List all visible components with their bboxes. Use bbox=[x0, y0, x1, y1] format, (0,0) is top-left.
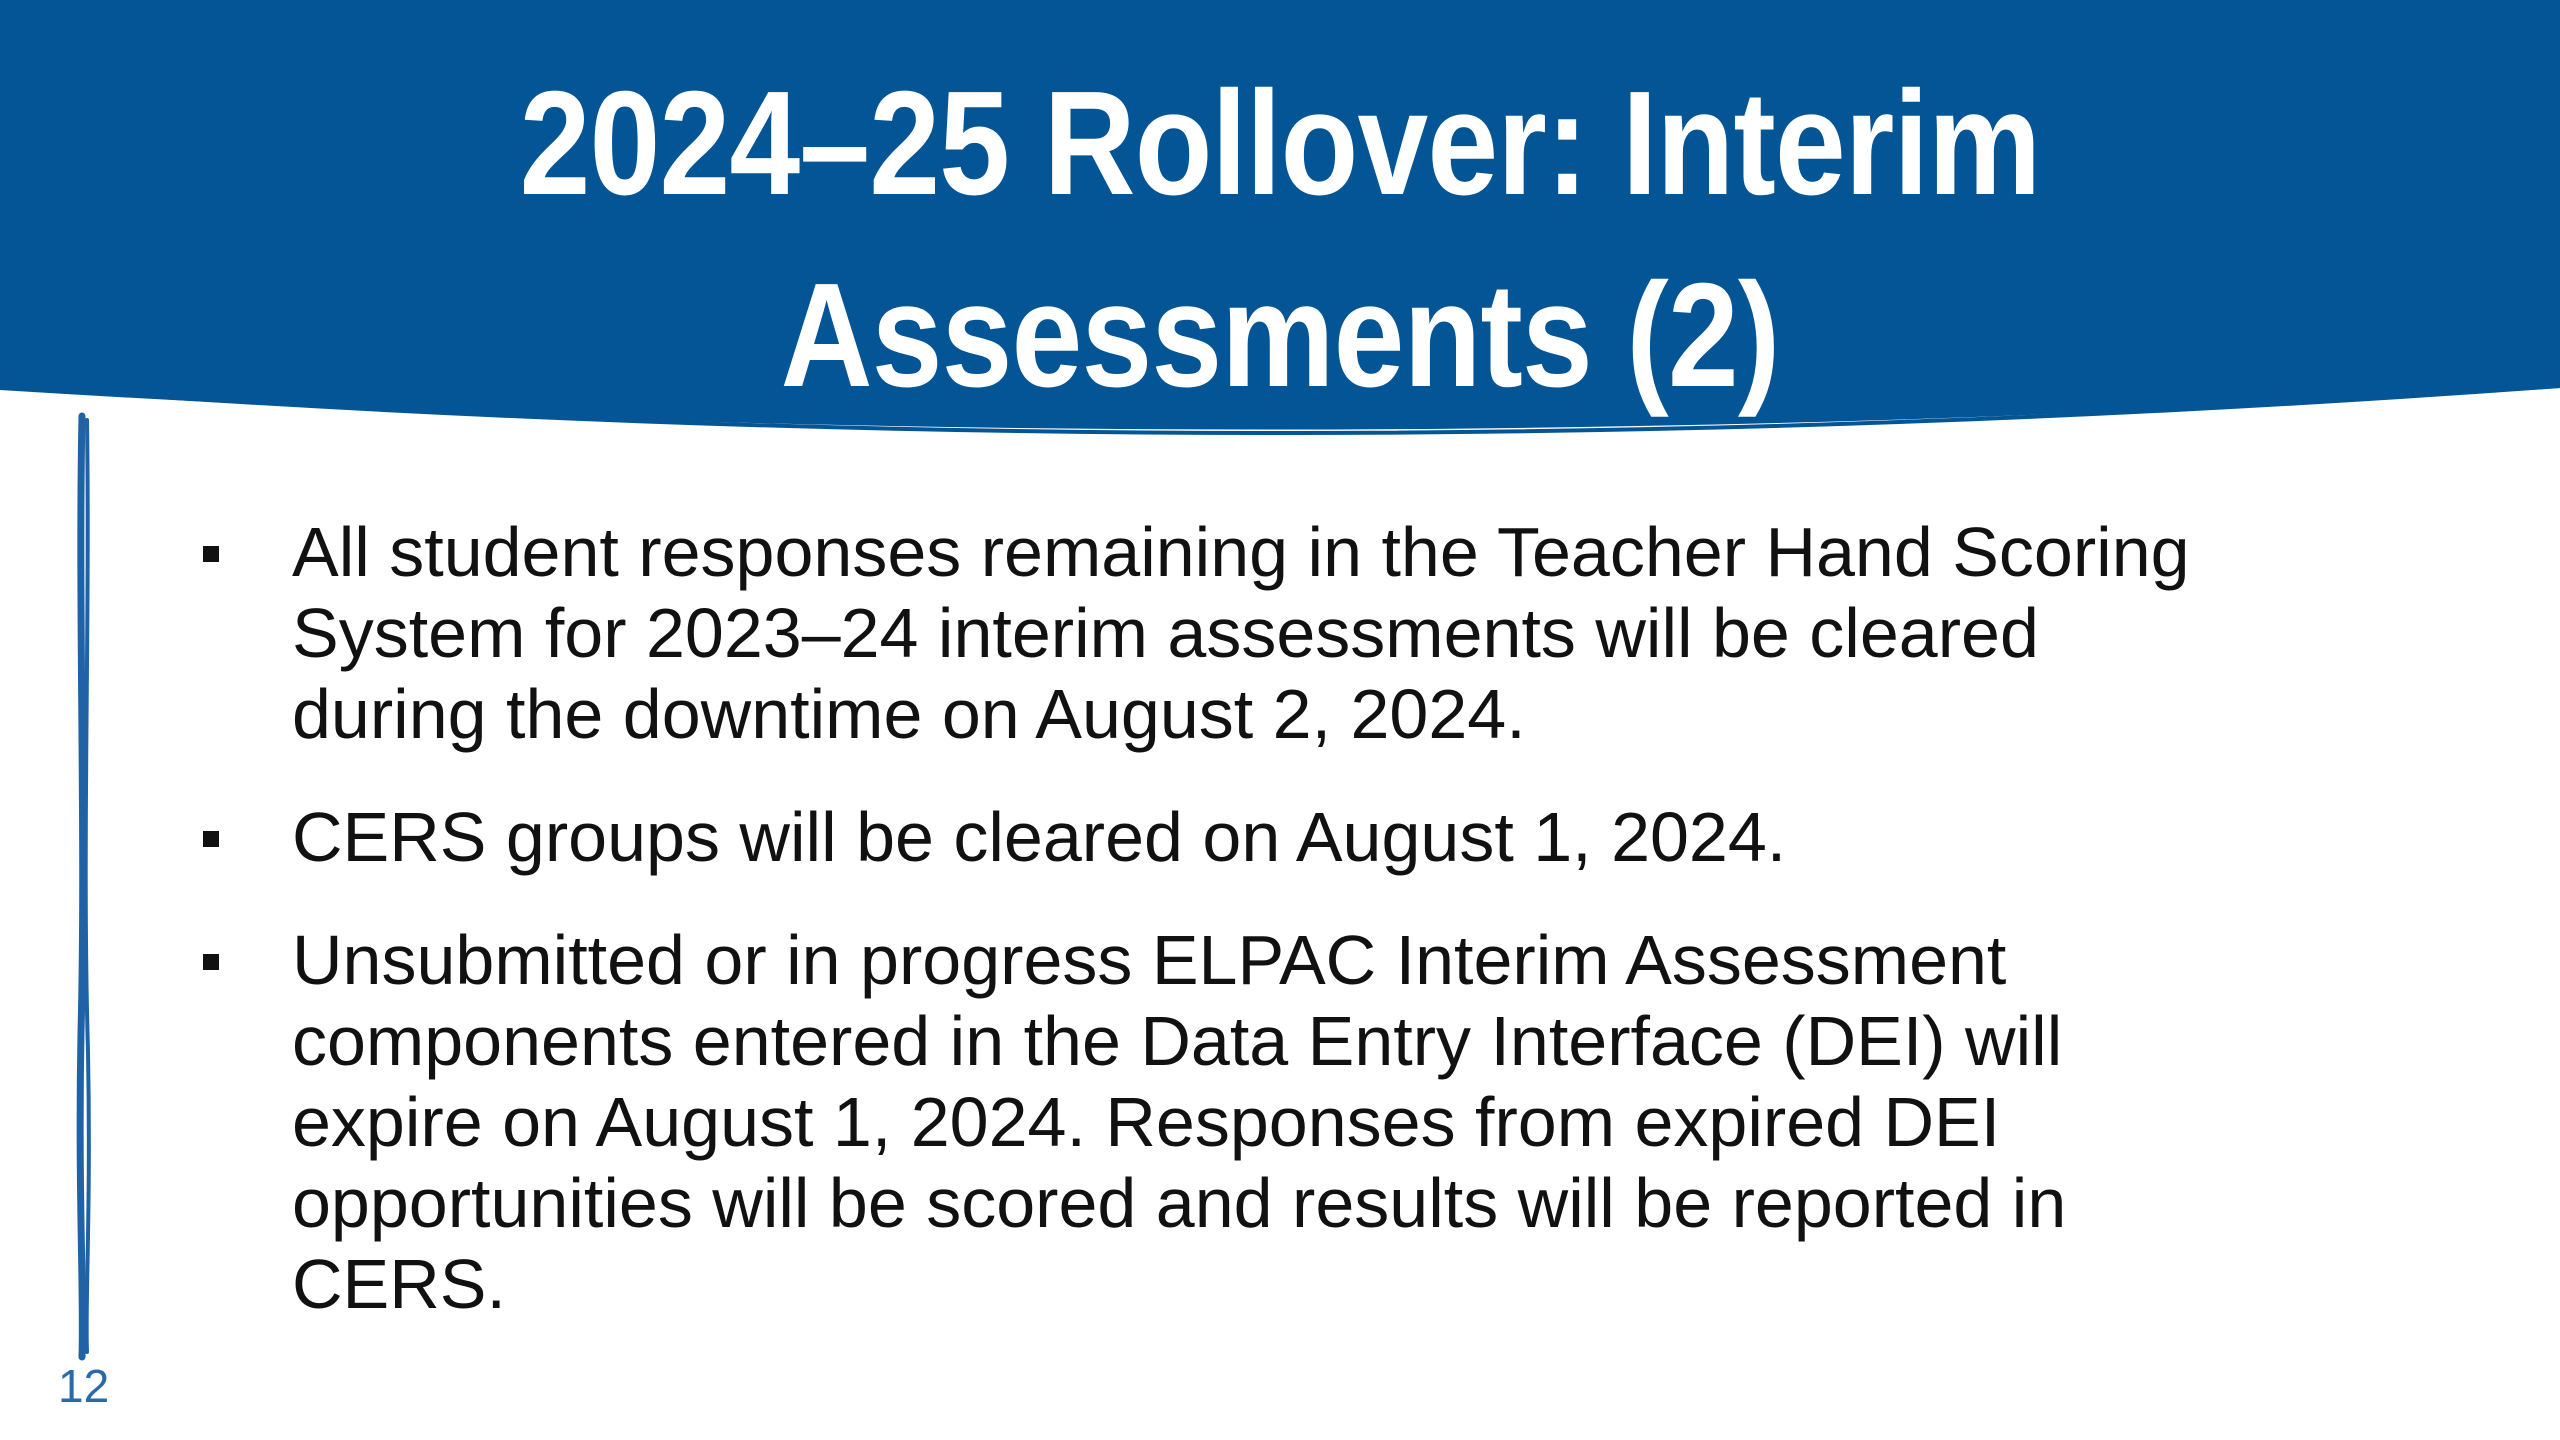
vertical-accent-stroke-1 bbox=[80, 416, 83, 1357]
square-bullet-icon bbox=[203, 546, 219, 562]
slide-title bbox=[179, 48, 2381, 432]
bullet-text-line: components entered in the Data Entry Interface (DEI) will bbox=[292, 1002, 2063, 1080]
bullet-list bbox=[190, 512, 2430, 1367]
bullet-text-line: System for 2023–24 interim assessments will be cleared bbox=[292, 594, 2039, 672]
bullet-item bbox=[190, 797, 2430, 878]
page-number: 12 bbox=[58, 1360, 110, 1412]
bullet-item bbox=[190, 512, 2430, 755]
bullet-text-line: during the downtime on August 2, 2024. bbox=[292, 675, 1526, 753]
slide-title-line-1: 2024–25 Rollover: Interim bbox=[519, 61, 2041, 226]
vertical-accent-stroke-2 bbox=[86, 420, 89, 1352]
bullet-item bbox=[190, 920, 2430, 1325]
bullet-text-line: All student responses remaining in the Teacher Hand Scoring bbox=[292, 513, 2190, 591]
vertical-accent-line bbox=[60, 412, 110, 1362]
bullet-text-line: expire on August 1, 2024. Responses from expired DEI bbox=[292, 1083, 2001, 1161]
bullet-text-line: CERS. bbox=[292, 1245, 506, 1323]
slide-title-line-2: Assessments (2) bbox=[780, 253, 1780, 418]
square-bullet-icon bbox=[203, 831, 219, 847]
bullet-text-line: opportunities will be scored and results will be reported in bbox=[292, 1164, 2067, 1242]
square-bullet-icon bbox=[203, 954, 219, 970]
bullet-text-line: Unsubmitted or in progress ELPAC Interim Assessment bbox=[292, 921, 2007, 999]
bullet-text-line: CERS groups will be cleared on August 1, 2024. bbox=[292, 798, 1787, 876]
